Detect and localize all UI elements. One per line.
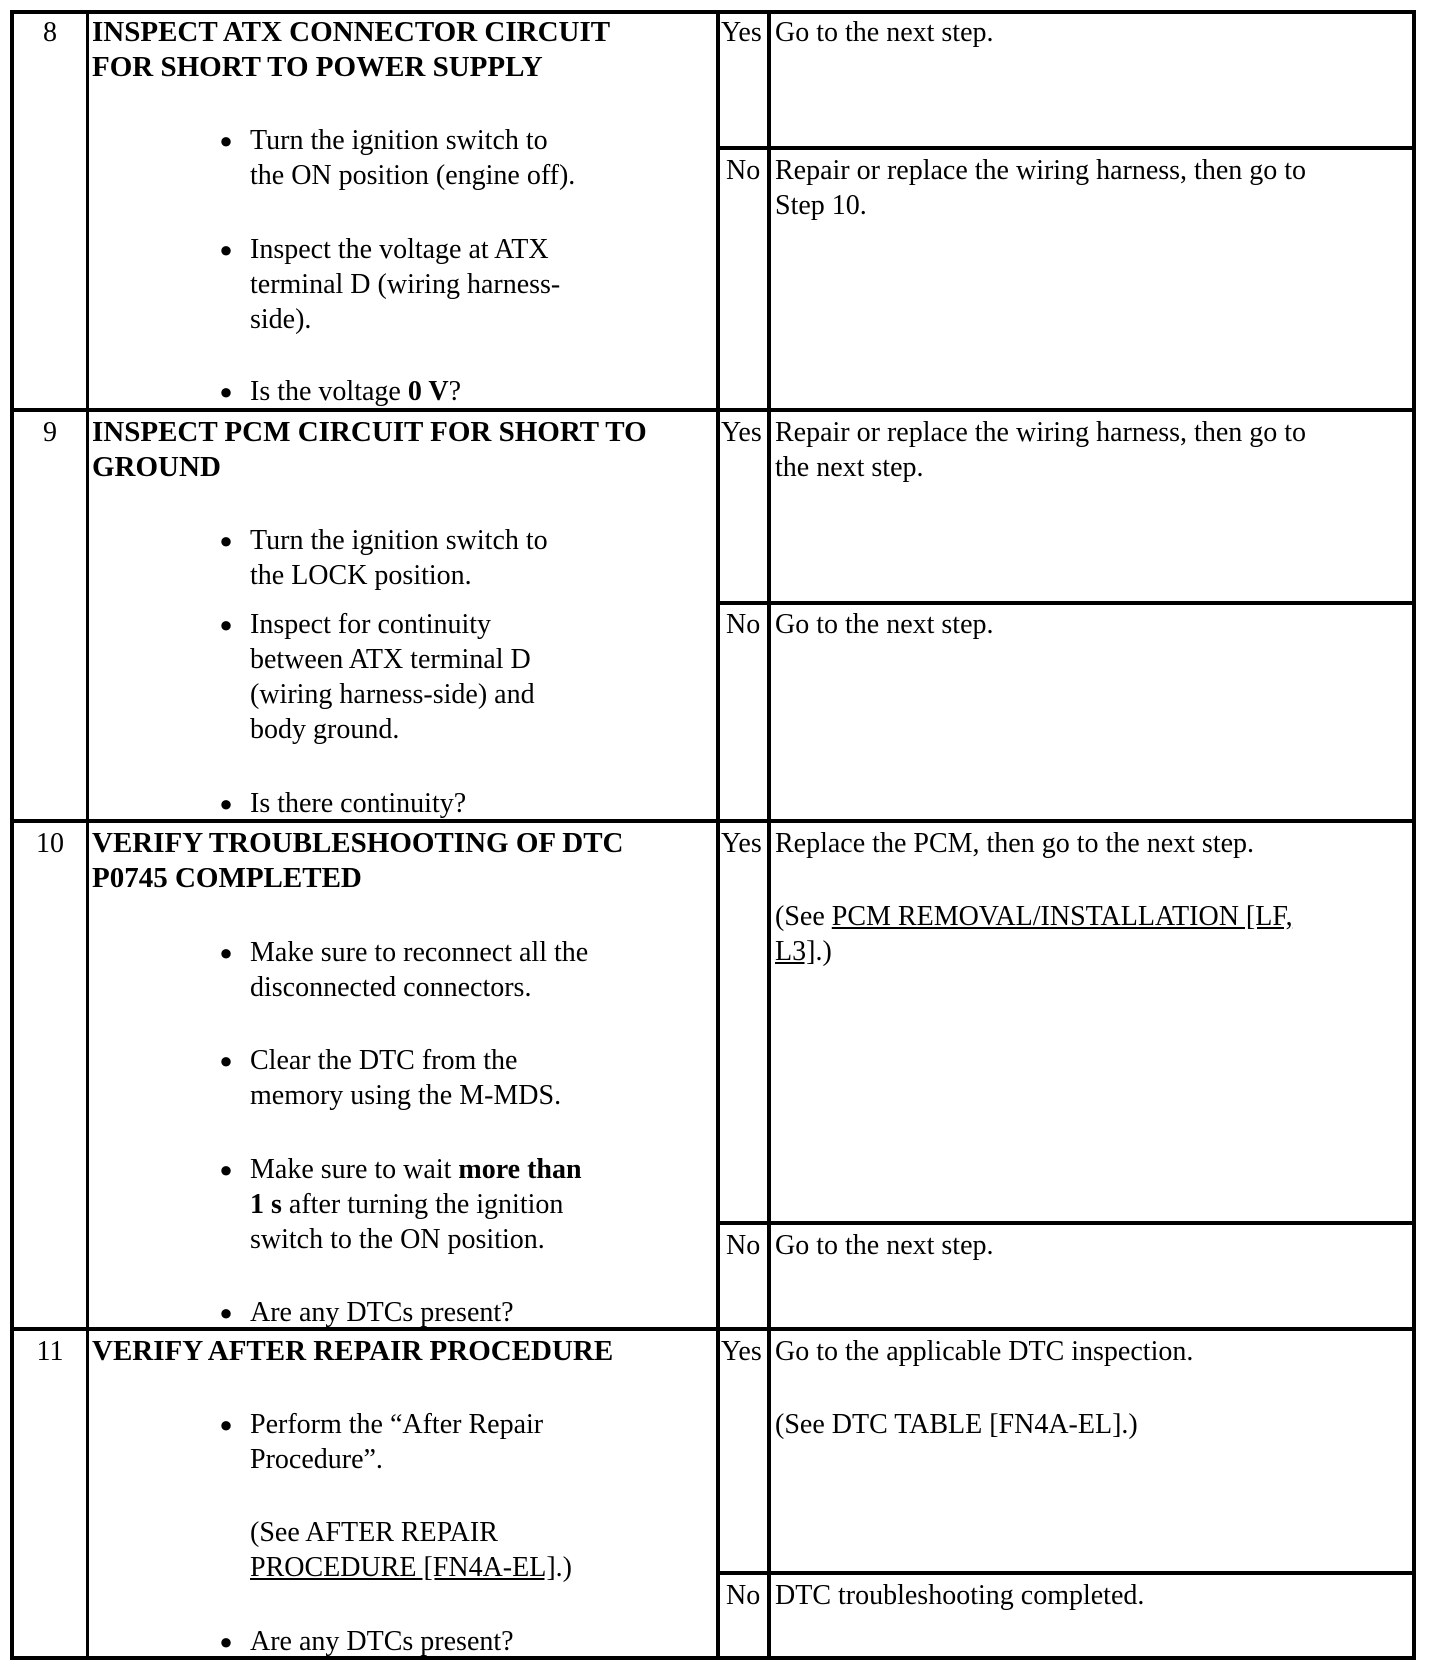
step-number: 9: [43, 417, 57, 448]
instruction-bullet: [219, 935, 690, 1005]
bullet-text: the LOCK position.: [250, 560, 472, 591]
question-bullet: [219, 786, 690, 821]
bullet-text: Perform the “After Repair: [250, 1409, 544, 1440]
yes-action: the next step.: [775, 452, 924, 483]
bullet-text: disconnected connectors.: [250, 972, 532, 1003]
no-label: No: [726, 155, 761, 186]
bullet-icon: ●: [219, 128, 233, 153]
bullet-text: body ground.: [250, 714, 400, 745]
no-action: Go to the next step.: [775, 1230, 994, 1261]
question-text: Are any DTCs present?: [250, 1626, 514, 1657]
step-title-line: GROUND: [92, 451, 221, 483]
see-reference: PROCEDURE [FN4A-EL].): [250, 1552, 572, 1583]
step-number: 8: [43, 17, 57, 48]
question-text: Are any DTCs present?: [250, 1297, 514, 1328]
instruction-bullet: [219, 523, 690, 593]
instruction-bullet: [219, 1152, 690, 1257]
bullet-text: the ON position (engine off).: [250, 160, 576, 191]
bullet-text: Turn the ignition switch to: [250, 525, 548, 556]
bullet-text: Procedure”.: [250, 1444, 383, 1475]
bullet-icon: ●: [219, 1412, 233, 1437]
table-border-right: [1412, 10, 1416, 1660]
bullet-icon: ●: [219, 612, 233, 637]
no-action: Repair or replace the wiring harness, then go to: [775, 155, 1307, 186]
bullet-text: Inspect the voltage at ATX: [250, 234, 549, 265]
table-border-top: [10, 10, 1416, 14]
yes-see-reference: L3].): [775, 936, 832, 967]
col-divider-number: [86, 10, 89, 1660]
no-label: No: [726, 1580, 761, 1611]
bullet-icon: ●: [219, 237, 233, 262]
question-text: Is the voltage 0 V?: [250, 376, 461, 407]
yes-no-divider-11: [718, 1571, 1416, 1575]
yes-label: Yes: [721, 17, 762, 48]
yes-see-reference: (See PCM REMOVAL/INSTALLATION [LF,: [775, 901, 1293, 932]
step-title-line: INSPECT ATX CONNECTOR CIRCUIT: [92, 16, 611, 48]
bullet-text: (wiring harness-side) and: [250, 679, 535, 710]
step-title-line: VERIFY TROUBLESHOOTING OF DTC: [92, 827, 624, 859]
no-label: No: [726, 609, 761, 640]
yes-action: Go to the next step.: [775, 17, 994, 48]
yes-no-divider-8: [718, 146, 1416, 150]
question-bullet: [219, 1624, 690, 1659]
pcm-removal-link[interactable]: PCM REMOVAL/INSTALLATION [LF,: [831, 901, 1293, 932]
instruction-bullet: [219, 1407, 690, 1477]
yes-action: Repair or replace the wiring harness, then go to: [775, 417, 1307, 448]
bullet-text: switch to the ON position.: [250, 1224, 545, 1255]
bullet-icon: ●: [219, 940, 233, 965]
bullet-text: Make sure to reconnect all the: [250, 937, 589, 968]
step-title-line: VERIFY AFTER REPAIR PROCEDURE: [92, 1335, 614, 1367]
yes-label: Yes: [721, 417, 762, 448]
yes-action: Go to the applicable DTC inspection.: [775, 1336, 1194, 1367]
question-bullet: [219, 1295, 690, 1330]
bullet-text: Turn the ignition switch to: [250, 125, 548, 156]
yes-label: Yes: [721, 1336, 762, 1367]
instruction-bullet: [219, 232, 690, 337]
step-title-line: INSPECT PCM CIRCUIT FOR SHORT TO: [92, 416, 647, 448]
bullet-text: memory using the M-MDS.: [250, 1080, 562, 1111]
after-repair-procedure-link[interactable]: PROCEDURE [FN4A-EL]: [250, 1552, 556, 1583]
bullet-icon: ●: [219, 379, 233, 404]
bullet-text: Inspect for continuity: [250, 609, 492, 640]
bullet-icon: ●: [219, 1300, 233, 1325]
bullet-icon: ●: [219, 528, 233, 553]
bullet-text: Make sure to wait more than: [250, 1154, 582, 1185]
no-label: No: [726, 1230, 761, 1261]
step-title-line: FOR SHORT TO POWER SUPPLY: [92, 51, 543, 83]
instruction-bullet: [219, 123, 690, 193]
no-action: Go to the next step.: [775, 609, 994, 640]
no-action: Step 10.: [775, 190, 867, 221]
bullet-text: 1 s after turning the ignition: [250, 1189, 564, 1220]
yes-no-divider-10: [718, 1221, 1416, 1225]
instruction-bullet: [219, 607, 690, 747]
question-bullet: [219, 374, 690, 409]
question-text: Is there continuity?: [250, 788, 467, 819]
instruction-bullet: [219, 1043, 690, 1113]
step-title-line: P0745 COMPLETED: [92, 862, 362, 894]
bullet-text: Clear the DTC from the: [250, 1045, 518, 1076]
col-divider-answer: [716, 10, 720, 1660]
yes-action: Replace the PCM, then go to the next step.: [775, 828, 1255, 859]
yes-see-reference: (See DTC TABLE [FN4A-EL].): [775, 1409, 1138, 1440]
see-reference: (See AFTER REPAIR: [250, 1517, 498, 1548]
yes-no-divider-9: [718, 601, 1416, 605]
bullet-text: between ATX terminal D: [250, 644, 531, 675]
step-number: 11: [36, 1336, 64, 1367]
step-number: 10: [36, 828, 64, 859]
yes-label: Yes: [721, 828, 762, 859]
bullet-icon: ●: [219, 1157, 233, 1182]
bullet-text: terminal D (wiring harness-: [250, 269, 561, 300]
col-divider-action: [767, 10, 771, 1660]
no-action: DTC troubleshooting completed.: [775, 1580, 1145, 1611]
bullet-icon: ●: [219, 1629, 233, 1654]
bullet-text: side).: [250, 304, 312, 335]
pcm-removal-link-cont[interactable]: L3]: [775, 936, 816, 967]
bullet-icon: ●: [219, 1048, 233, 1073]
bullet-icon: ●: [219, 791, 233, 816]
